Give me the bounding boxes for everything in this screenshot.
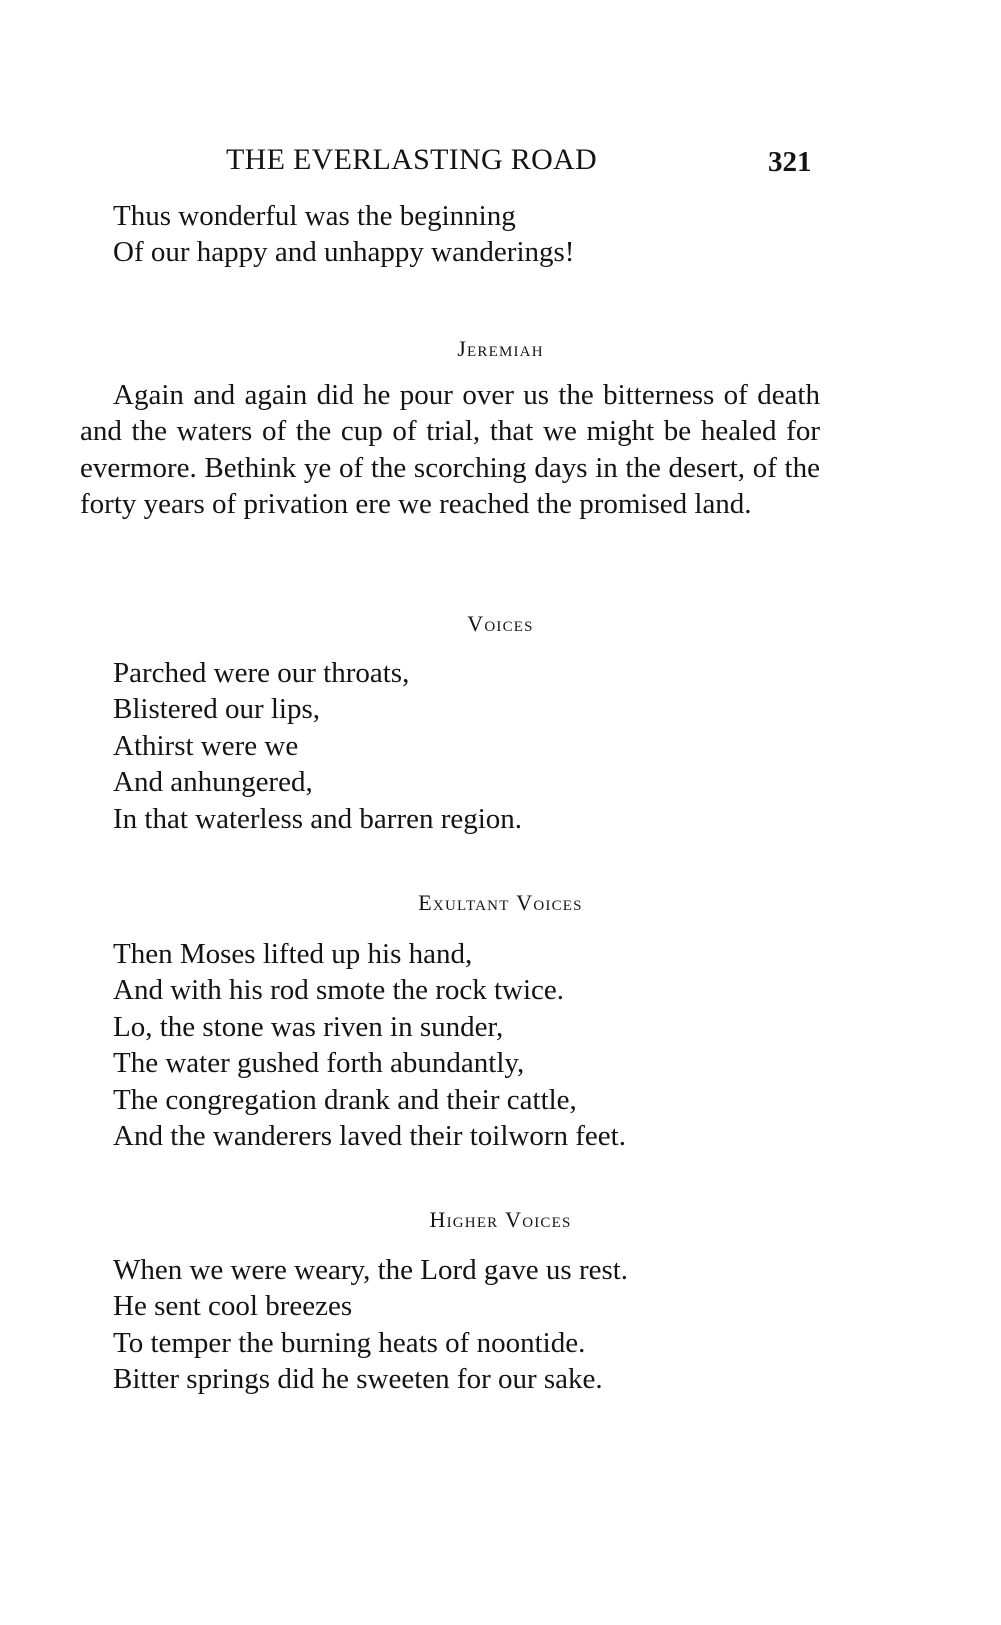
verse-line: And anhungered, bbox=[113, 766, 313, 799]
speaker-word: Jeremiah bbox=[457, 336, 544, 361]
jeremiah-paragraph: Again and again did he pour over us the bitterness of death and the waters of the cup of trial, that we might be healed for evermore. Bethink ye of the scorching days in the desert, of the forty years of privation ere we reached the promised land. bbox=[80, 379, 820, 521]
speaker-heading-jeremiah bbox=[0, 334, 1001, 364]
speaker-heading-higher-voices bbox=[0, 1205, 1001, 1235]
verse-line: He sent cool breezes bbox=[113, 1290, 353, 1323]
speaker-word: voices bbox=[516, 890, 583, 915]
running-head bbox=[0, 140, 1001, 180]
verse-line: In that waterless and barren region. bbox=[113, 802, 523, 835]
verse-line: Blistered our lips, bbox=[113, 693, 321, 726]
verse-line: Bitter springs did he sweeten for our sake. bbox=[113, 1363, 603, 1396]
speaker-heading-voices bbox=[0, 609, 1001, 639]
verse-line: Then Moses lifted up his hand, bbox=[113, 938, 473, 970]
page-number: 321 bbox=[768, 146, 812, 178]
voices-verse bbox=[113, 655, 522, 837]
verse-line: The congregation drank and their cattle, bbox=[113, 1083, 577, 1116]
speaker-word: voices bbox=[505, 1207, 572, 1232]
verse-line: The water gushed forth abundantly, bbox=[113, 1047, 525, 1080]
speaker-heading-exultant-voices bbox=[0, 888, 1001, 918]
verse-line: To temper the burning heats of noontide. bbox=[113, 1326, 586, 1359]
speaker-word: Higher bbox=[429, 1207, 499, 1232]
verse-line: Parched were our throats, bbox=[113, 657, 410, 689]
exultant-voices-verse bbox=[113, 936, 626, 1154]
verse-line: Thus wonderful was the beginning bbox=[113, 200, 516, 232]
speaker-word: Exultant bbox=[418, 890, 510, 915]
verse-line: And with his rod smote the rock twice. bbox=[113, 974, 565, 1007]
opening-verse bbox=[113, 198, 574, 271]
verse-line: Athirst were we bbox=[113, 729, 299, 762]
verse-line: And the wanderers laved their toilworn feet. bbox=[113, 1119, 626, 1152]
higher-voices-verse bbox=[113, 1252, 628, 1398]
verse-line: When we were weary, the Lord gave us rest. bbox=[113, 1254, 629, 1286]
running-title: THE EVERLASTING ROAD bbox=[226, 143, 597, 176]
verse-line: Lo, the stone was riven in sunder, bbox=[113, 1010, 504, 1043]
speaker-word: Voices bbox=[467, 611, 534, 636]
verse-line: Of our happy and unhappy wanderings! bbox=[113, 236, 575, 269]
